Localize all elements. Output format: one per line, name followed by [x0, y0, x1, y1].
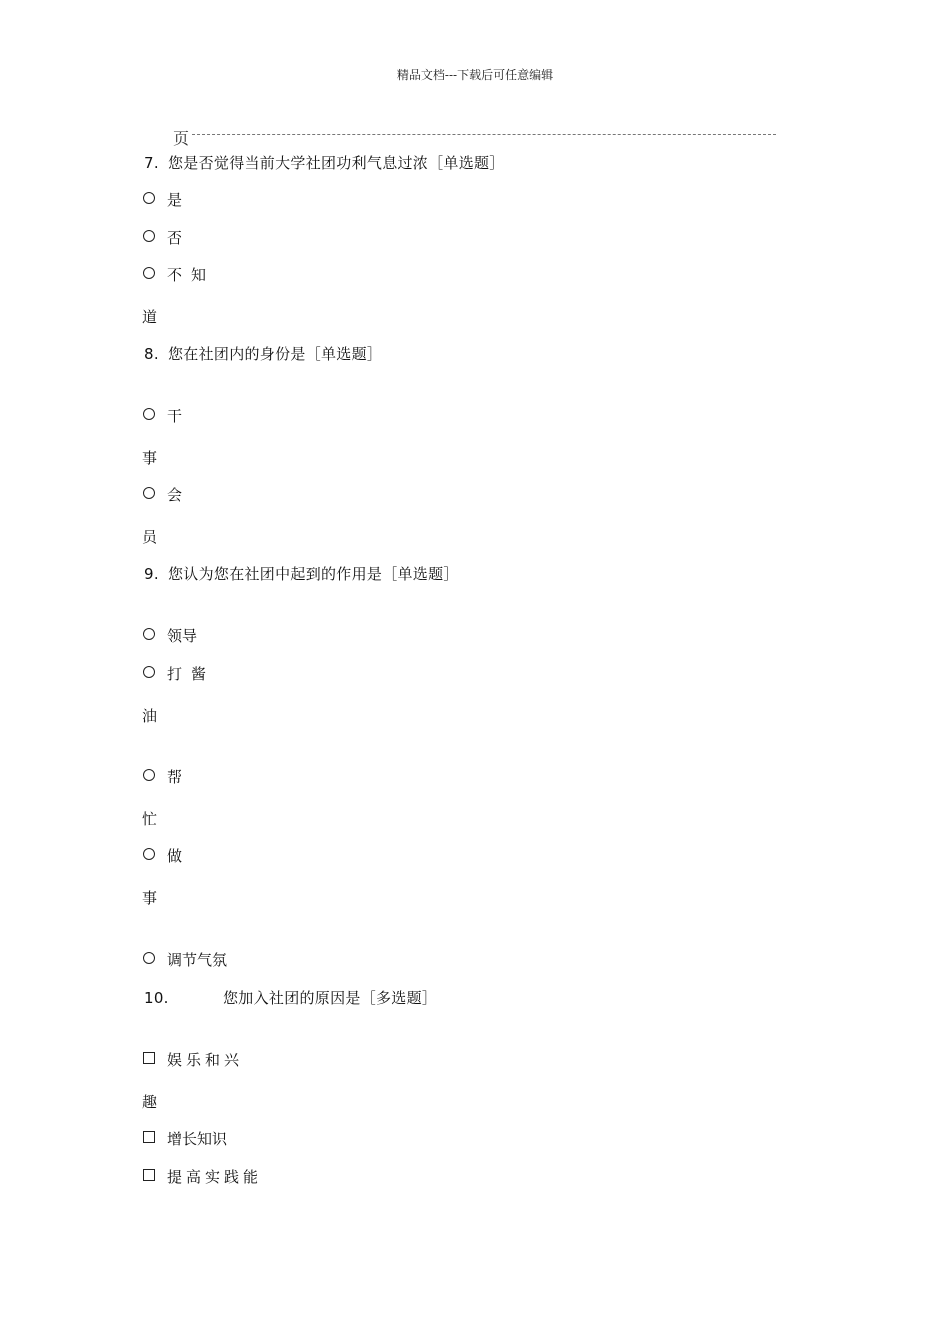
option-label: 会: [167, 486, 183, 504]
question-8: [144, 343, 382, 364]
checkbox-option[interactable]: [143, 1169, 155, 1181]
option-label: 做: [167, 847, 183, 865]
radio-option[interactable]: [143, 230, 155, 242]
option-label-wrap: 油: [142, 707, 158, 725]
question-text: 您加入社团的原因是［多选题］: [223, 989, 438, 1007]
option-label-wrap: 事: [142, 449, 158, 467]
question-text: 您是否觉得当前大学社团功利气息过浓［单选题］: [168, 154, 505, 172]
radio-option[interactable]: [143, 267, 155, 279]
radio-option[interactable]: [143, 848, 155, 860]
question-number: 8.: [144, 345, 159, 363]
question-number: 7.: [144, 154, 159, 172]
question-text: 您在社团内的身份是［单选题］: [168, 345, 383, 363]
option-label: 调节气氛: [167, 951, 228, 969]
question-9: [144, 563, 459, 584]
checkbox-option[interactable]: [143, 1131, 155, 1143]
option-label: 干: [167, 407, 183, 425]
option-label: 是: [167, 191, 183, 209]
option-label: 娱乐和兴: [167, 1051, 244, 1069]
option-label: 领导: [167, 627, 198, 645]
option-label: 增长知识: [167, 1130, 228, 1148]
option-label: 提高实践能: [167, 1168, 263, 1186]
question-text: 您认为您在社团中起到的作用是［单选题］: [168, 565, 459, 583]
question-number: 9.: [144, 565, 159, 583]
radio-option[interactable]: [143, 952, 155, 964]
question-10: [144, 987, 437, 1008]
option-label: 帮: [167, 768, 183, 786]
radio-option[interactable]: [143, 487, 155, 499]
checkbox-option[interactable]: [143, 1052, 155, 1064]
option-label-wrap: 趣: [142, 1093, 158, 1111]
option-label: 否: [167, 229, 183, 247]
question-7: [144, 152, 505, 173]
option-label-wrap: 员: [142, 528, 158, 546]
option-label: 打酱: [167, 665, 216, 683]
option-label: 不知: [167, 266, 216, 284]
page-continuation-text: 页: [173, 129, 190, 148]
radio-option[interactable]: [143, 408, 155, 420]
radio-option[interactable]: [143, 769, 155, 781]
question-number: 10.: [144, 989, 169, 1007]
option-label-wrap: 事: [142, 889, 158, 907]
radio-option[interactable]: [143, 192, 155, 204]
option-label-wrap: 道: [142, 308, 158, 326]
radio-option[interactable]: [143, 666, 155, 678]
dashed-separator: [192, 134, 776, 135]
radio-option[interactable]: [143, 628, 155, 640]
document-header: 精品文档---下载后可任意编辑: [396, 68, 554, 82]
option-label-wrap: 忙: [142, 810, 158, 828]
